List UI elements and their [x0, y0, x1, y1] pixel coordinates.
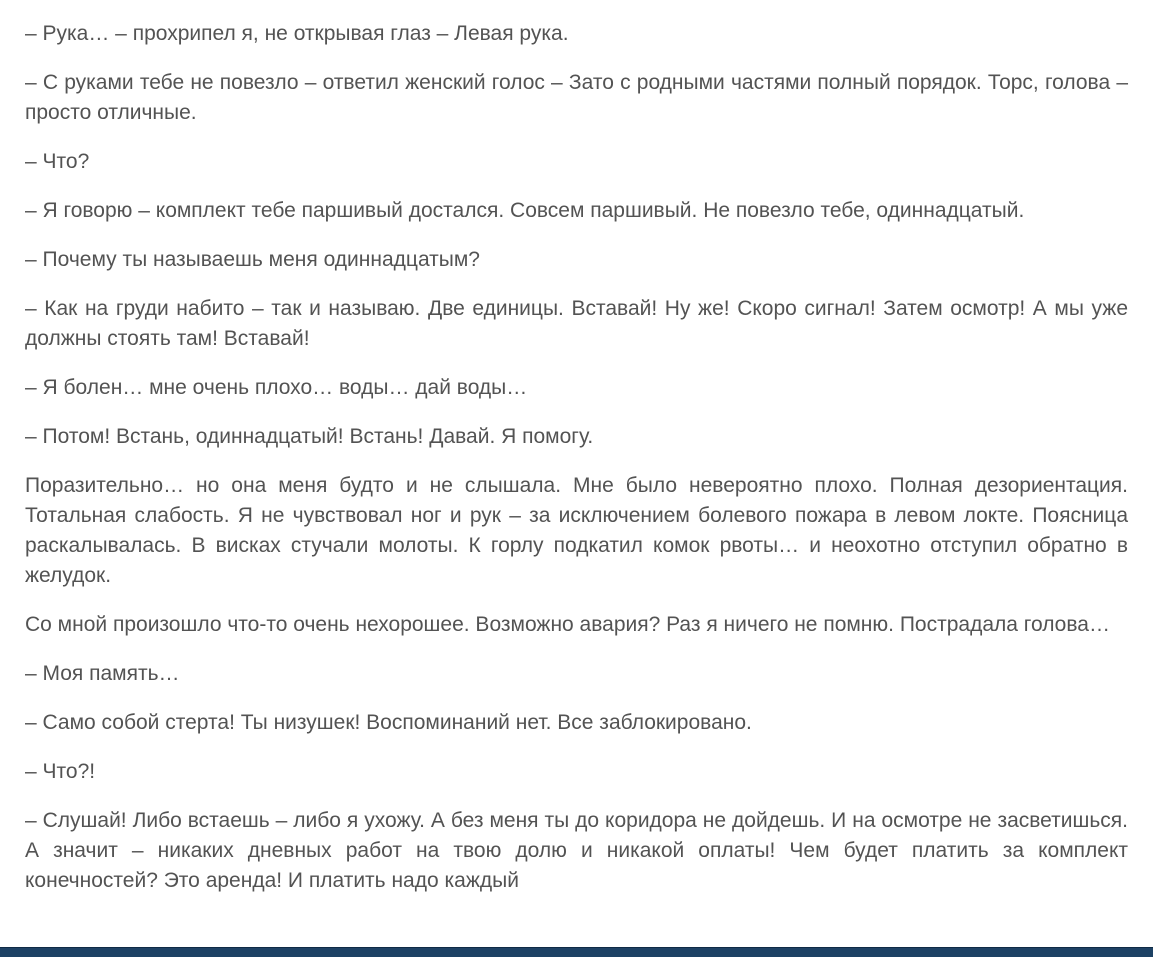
paragraph: – Само собой стерта! Ты низушек! Воспоминаний нет. Все заблокировано. — [25, 711, 752, 734]
paragraph: – Я болен… мне очень плохо… воды… дай воды… — [25, 376, 528, 399]
bottom-edge-bar — [0, 947, 1153, 957]
paragraph: – Как на груди набито – так и называю. Две единицы. Вставай! Ну же! Скоро сигнал! Затем осмотр! А мы уже должны стоять там! Вставай! — [25, 297, 1128, 350]
paragraph: Поразительно… но она меня будто и не слышала. Мне было невероятно плохо. Полная дезориентация. Тотальная слабость. Я не чувствовал ног и рук – за исключением болевого пожара в левом локте. Поясница раскалывалась. В висках стучали молоты. К горлу подкатил комок рвоты… и неохотно отступил обратно в желудок. — [25, 474, 1128, 587]
paragraph: – С руками тебе не повезло – ответил женский голос – Зато с родными частями полный порядок. Торс, голова – просто отличные. — [25, 71, 1128, 124]
paragraph: – Я говорю – комплект тебе паршивый достался. Совсем паршивый. Не повезло тебе, одиннадцатый. — [25, 199, 1025, 222]
paragraph: – Почему ты называешь меня одиннадцатым? — [25, 248, 480, 271]
paragraph: – Потом! Встань, одиннадцатый! Встань! Давай. Я помогу. — [25, 425, 594, 448]
paragraph: – Моя память… — [25, 662, 180, 685]
paragraph: – Что?! — [25, 760, 96, 783]
paragraph: – Рука… – прохрипел я, не открывая глаз – Левая рука. — [25, 22, 569, 45]
paragraph: Со мной произошло что-то очень нехорошее. Возможно авария? Раз я ничего не помню. Пострадала голова… — [25, 613, 1110, 636]
paragraph: – Что? — [25, 150, 90, 173]
paragraph: – Слушай! Либо встаешь – либо я ухожу. А без меня ты до коридора не дойдешь. И на осмотре не засветишься. А значит – никаких дневных работ на твою долю и никакой оплаты! Чем будет платить за комплект конечностей? Это аренда! И платить надо каждый — [25, 809, 1128, 892]
